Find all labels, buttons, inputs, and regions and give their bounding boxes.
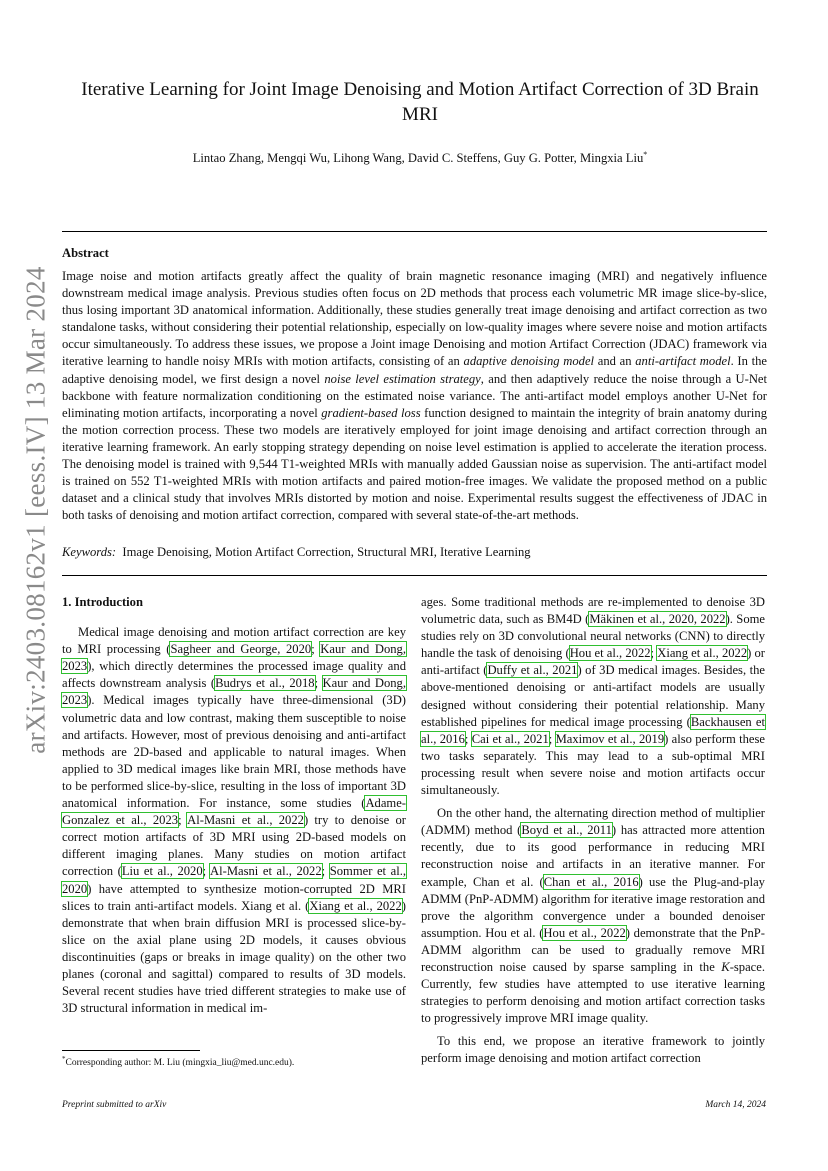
intro-paragraph-1: Medical image denoising and motion artifact correction are key to MRI processing (Sagheer and George, 2020; Kaur and Dong, 2023), which directly determines the processed image quality and affects downstream analysis (Budrys et al., 2018; Kaur and Dong, 2023). Medical images typically have three-dimensional (3D) volumetric data and low contrast, making them susceptible to noise and artifacts. However, most of previous denoising and anti-artifact methods are 2D-based and applicable to natural images. When applied to 3D medical images like brain MRI, those methods have to be performed slice-by-slice, resulting in the loss of important 3D anatomical information. For instance, some studies (Adame-Gonzalez et al., 2023; Al-Masni et al., 2022) try to denoise or correct motion artifacts of 3D MRI using 2D-based models on different imaging planes. Many studies on motion artifact correction (Liu et al., 2020; Al-Masni et al., 2022; Sommer et al., 2020) have attempted to synthesize motion-corrupted 2D MRI slices to train anti-artifact models. Xiang et al. (Xiang et al., 2022) demonstrate that when brain diffusion MRI is processed slice-by-slice on the axial plane using 2D models, it causes obvious discontinuities (gaps or breaks in image quality) on the other two planes (coronal and sagittal) compared to results of 3D models. Several recent studies have tried different strategies to make use of 3D structural information in medical im- [62,625,406,1016]
intro-paragraph-2: On the other hand, the alternating direction method of multiplier (ADMM) method (Boyd et al., 2011) has attracted more attention recently, due to its good performance in reducing MRI reconstruction noise and artifacts in an iterative manner. For example, Chan et al. (Chan et al., 2016) use the Plug-and-play ADMM (PnP-ADMM) algorithm for iterative image restoration and prove the algorithm convergence under a bounded denoiser assumption. Hou et al. (Hou et al., 2022) demonstrate that the PnP-ADMM algorithm can be used to gradually remove MRI reconstruction noise caused by sparse sampling in the K-space. Currently, few studies have attempted to use iterative learning strategies to perform denoising and motion artifact correction tasks to progressively improve MRI image quality. [421,806,765,1026]
citation-link[interactable]: Xiang et al., 2022 [309,898,402,913]
author-list [70,150,770,166]
citation-link[interactable]: Budrys et al., 2018 [215,676,315,691]
citation-link[interactable]: Duffy et al., 2021 [487,663,578,678]
abstract-text: function designed to maintain the integrity of brain anatomy during the motion correction process. These two models are iteratively employed for joint image denoising and artifact correction through an iterative learning framework. An early stopping strategy depending on noise level estimation is applied to accelerate the iteration process. The denoising model is trained with 9,544 T1-weighted MRIs with manually added Gaussian noise as supervision. The anti-artifact model is trained on 552 T1-weighted MRIs with motion artifacts and paired motion-free images. We validate the proposed method on a public dataset and a clinical study that involves MRIs distorted by motion and noise. Experimental results suggest the effectiveness of JDAC in both tasks of denoising and motion artifact correction, compared with several state-of-the-art methods. [62,405,768,523]
citation-link[interactable]: Boyd et al., 2011 [521,823,612,838]
top-rule [62,231,767,232]
keywords-list: Image Denoising, Motion Artifact Correction, Structural MRI, Iterative Learning [122,545,531,559]
citation-link[interactable]: Sagheer and George, 2020 [170,642,312,657]
footnote-rule [62,1050,200,1051]
citation-link[interactable]: Sommer et al., 2020 [62,864,406,896]
abstract-emphasis: anti-artifact model [635,354,731,369]
citation-link[interactable]: Liu et al., 2020 [121,864,203,879]
left-column [62,594,406,1017]
citation-link[interactable]: Chan et al., 2016 [543,874,639,889]
right-column [421,594,765,1068]
citation-link[interactable]: Hou et al., 2022 [569,646,651,661]
citation-link[interactable]: Adame-Gonzalez et al., 2023 [62,796,406,828]
footer-date: March 14, 2024 [705,1100,766,1110]
citation-link[interactable]: Kaur and Dong, 2023 [62,642,406,674]
citation-link[interactable]: Cai et al., 2021 [471,731,549,746]
author-names: Lintao Zhang, Mengqi Wu, Lihong Wang, David C. Steffens, Guy G. Potter, Mingxia Liu [192,151,644,166]
abstract-emphasis: noise level estimation strategy [324,371,481,386]
footer-preprint-note: Preprint submitted to arXiv [62,1100,167,1110]
keywords-line [62,545,767,560]
footnote [62,1055,406,1068]
section-heading: 1. Introduction [62,595,143,609]
arxiv-identifier-stamp [6,140,66,880]
arxiv-identifier-text: arXiv:2403.08162v1 [eess.IV] 13 Mar 2024 [20,266,51,754]
citation-link[interactable]: Mäkinen et al., 2020, 2022 [589,612,726,627]
intro-paragraph-1-continued: ages. Some traditional methods are re-implemented to denoise 3D volumetric data, such as BM4D (Mäkinen et al., 2020, 2022). Some studies rely on 3D convolutional neural networks (CNN) to directly handle the task of denoising (Hou et al., 2022; Xiang et al., 2022) or anti-artifact (Duffy et al., 2021) of 3D medical images. Besides, the above-mentioned denoising or anti-artifact models are usually designed without considering their potential relationship. Many established pipelines for medical image processing (Backhausen et al., 2016; Cai et al., 2021; Maximov et al., 2019) also perform these two tasks separately. This may lead to a sub-optimal MRI processing result when severe noise and motion artifacts occur simultaneously. [421,595,765,798]
citation-link[interactable]: Maximov et al., 2019 [555,731,665,746]
intro-paragraph-3: To this end, we propose an iterative framework to jointly perform image denoising and motion artifact correction [421,1034,765,1066]
abstract-text: and an [594,354,636,369]
keywords-label: Keywords: [62,545,117,559]
abstract-bottom-rule [62,575,767,576]
abstract-text: , and then adaptively reduce the noise through a U-Net backbone with feature normalization conditioning on the estimated noise variance. The anti-artifact model employs another U-Net for eliminating motion artifacts, incorporating a novel [62,371,768,420]
citation-link[interactable]: Kaur and Dong, 2023 [62,676,406,708]
citation-link[interactable]: Hou et al., 2022 [543,925,626,940]
abstract-emphasis: gradient-based loss [321,405,421,420]
abstract-text: Image noise and motion artifacts greatly affect the quality of brain magnetic resonance imaging (MRI) and negatively influence downstream medical image analysis. Previous studies often focus on 2D methods that process each volumetric MR image slice-by-slice, thus losing important 3D anatomical information. Additionally, these studies generally treat image denoising and artifact correction as two standalone tasks, without considering their potential relationship, especially on low-quality images where severe noise and motion artifacts occur simultaneously. To address these issues, we propose a Joint image Denoising and motion Artifact Correction (JDAC) framework via iterative learning to handle noisy MRIs with motion artifacts, consisting of an [62,269,767,369]
abstract-body [62,268,767,524]
footnote-text: Corresponding author: M. Liu (mingxia_liu@med.unc.edu). [65,1058,295,1069]
paper-title: Iterative Learning for Joint Image Denoising and Motion Artifact Correction of 3D Brain MRI [81,79,759,125]
citation-link[interactable]: Al-Masni et al., 2022 [187,813,304,828]
abstract-text: . In the adaptive denoising model, we first design a novel [62,354,768,386]
citation-link[interactable]: Xiang et al., 2022 [657,646,748,661]
corresponding-author-mark: * [643,150,648,159]
k-space-variable: K [721,959,730,974]
abstract-emphasis: adaptive denoising model [463,354,595,369]
abstract-heading: Abstract [62,246,109,260]
citation-link[interactable]: Backhausen et al., 2016 [421,714,765,746]
citation-link[interactable]: Al-Masni et al., 2022 [210,864,322,879]
footnote-mark: * [62,1055,66,1063]
